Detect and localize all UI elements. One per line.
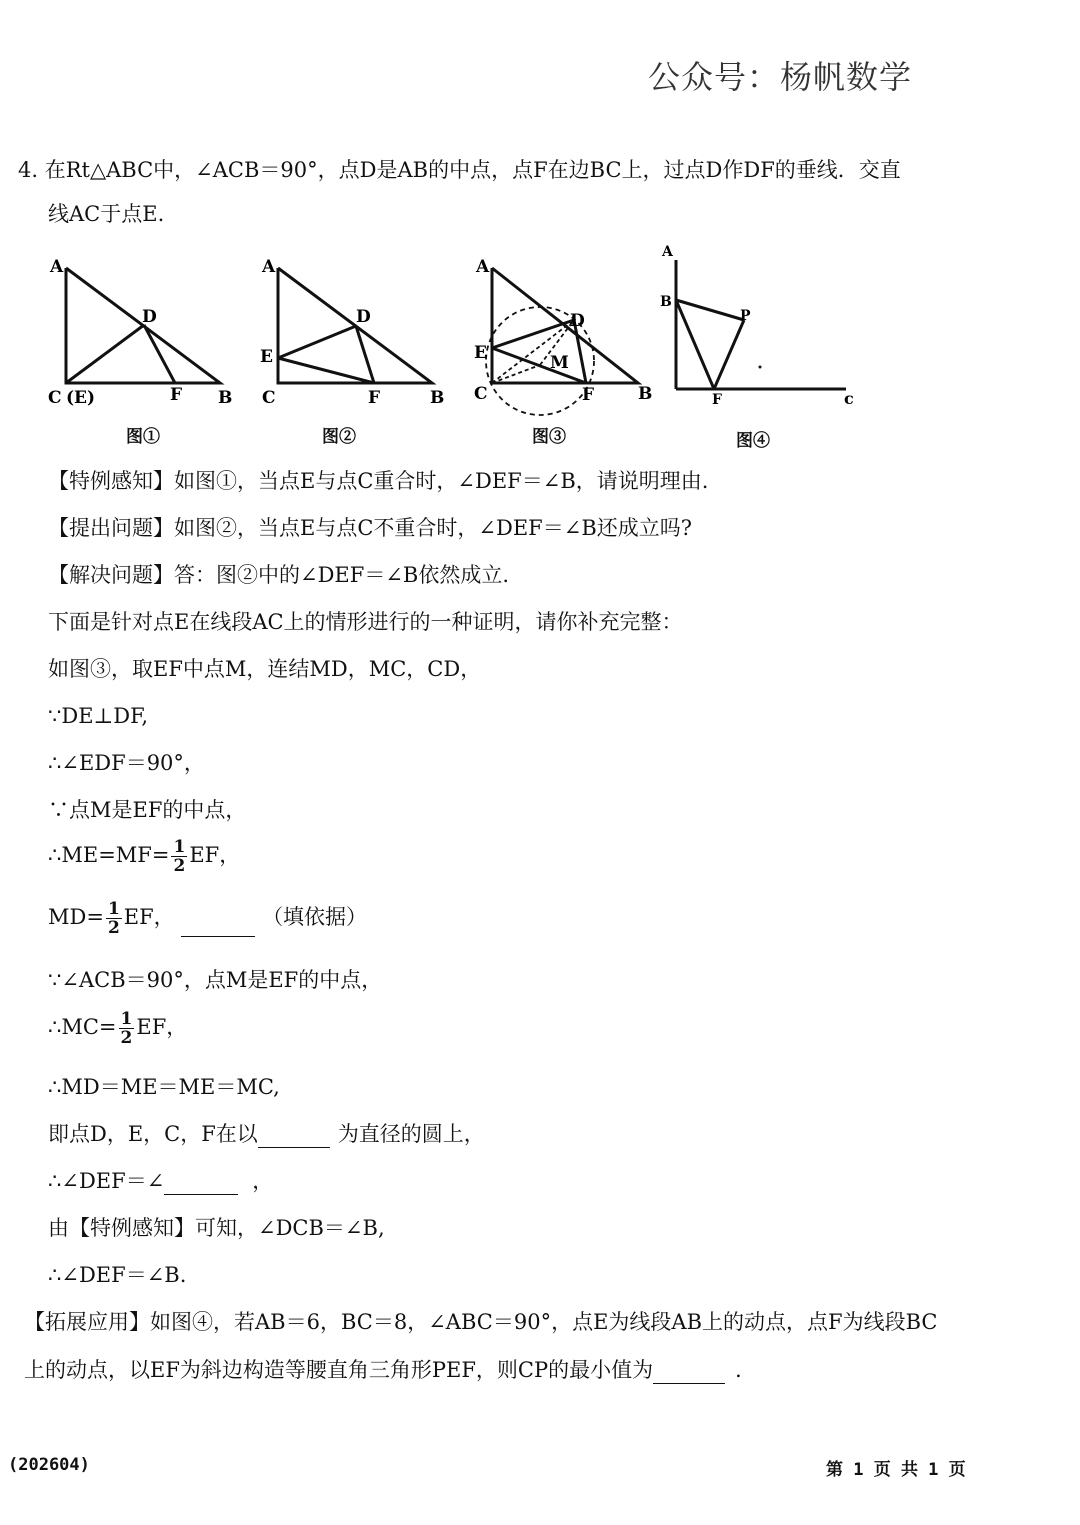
figure-1-diagram [40,250,240,410]
blank-basis[interactable] [181,914,255,937]
figure-3-diagram [466,250,666,420]
body-line-angle-edf: ∴∠EDF＝90°， [48,751,205,775]
figure-1-caption: 图① [126,427,160,447]
body-line-md [48,900,367,937]
fig1-label-C: C [48,388,62,408]
blank-angle[interactable] [164,1172,238,1195]
fig4-label-P: P [740,308,751,324]
fig2-label-A: A [262,257,276,277]
figure-2 [252,250,452,447]
figure-2-caption: 图② [322,427,356,447]
body-line-conclusion: ∴∠DEF＝∠B. [48,1263,187,1287]
body-line-because-perp: ∵DE⊥DF, [48,704,149,728]
body-line-special-recall: 由【特例感知】可知，∠DCB＝∠B, [48,1216,385,1240]
fraction-half: $\frac{1}{2}$ [120,1009,133,1048]
md-prefix: MD= [48,905,104,929]
figure-3-caption: 图③ [532,427,566,447]
fig3-label-D: D [570,311,585,331]
fig3-label-M: M [550,353,569,373]
figure-4-diagram [650,240,870,410]
body-line-circle: 即点D，E，C，F在以 为直径的圆上， [48,1122,485,1146]
body-line-m-midpoint: ∵点M是EF的中点， [48,798,247,822]
fig4-label-C: c [844,389,854,408]
me-mf-suffix: EF， [189,843,241,867]
extension-line-2: 上的动点，以EF为斜边构造等腰直角三角形PEF，则CP的最小值为 ． [24,1358,757,1382]
fig2-label-D: D [356,307,371,327]
question-line-2: 线AC于点E. [48,202,165,226]
fraction-half: $\frac{1}{2}$ [107,899,120,938]
body-line-answer: 【解决问题】答：图②中的∠DEF＝∠B依然成立. [48,563,510,587]
fraction-half: $\frac{1}{2}$ [173,837,186,876]
body-line-special-case: 【特例感知】如图①，当点E与点C重合时，∠DEF＝∠B，请说明理由. [48,469,709,493]
extension-line-1: 【拓展应用】如图④，若AB＝6，BC＝8，∠ABC＝90°，点E为线段AB上的动点，点F为线段BC [24,1310,938,1334]
blank-diameter[interactable] [258,1125,330,1148]
figure-4 [650,240,870,451]
fig3-label-B: B [638,384,653,404]
blank-cp-min[interactable] [653,1361,725,1384]
fig4-label-F: F [712,392,722,408]
figure-2-diagram [252,250,452,410]
watermark: 公众号：杨帆数学 [648,58,913,96]
fig1-label-B: B [218,388,233,408]
figure-4-caption: 图④ [736,431,770,451]
body-line-me-mf [48,838,240,875]
body-line-acb-midpoint: ∵∠ACB＝90°，点M是EF的中点， [48,968,383,992]
footer-page-number: 第 1 页 共 1 页 [826,1460,966,1480]
body-line-proof-intro: 下面是针对点E在线段AC上的情形进行的一种证明，请你补充完整： [48,610,683,634]
fig1-label-F: F [170,385,183,405]
md-suffix: EF， [123,905,175,929]
me-mf-prefix: ∴ME=MF= [48,843,170,867]
mc-prefix: ∴MC= [48,1015,117,1039]
fig1-label-D: D [142,307,157,327]
fig3-label-F: F [582,385,595,405]
fig2-label-B: B [430,388,445,408]
md-basis-hint: （填依据） [262,905,368,929]
body-line-construction: 如图③，取EF中点M，连结MD，MC，CD， [48,657,482,681]
fig1-label-E: (E) [66,388,96,408]
question-line-1: 4. 在Rt△ABC中，∠ACB＝90°，点D是AB的中点，点F在边BC上，过点D作DF的垂线．交直 [18,158,901,182]
fig3-label-E: E [474,343,487,363]
fig2-label-F: F [368,388,381,408]
figure-1 [40,250,240,447]
fig3-label-A: A [476,257,490,277]
fig4-label-B: B [660,294,672,310]
body-line-angle-def: ∴∠DEF＝∠ ， [48,1169,274,1193]
fig2-label-E: E [260,347,273,367]
footer-code: (202604) [8,1455,90,1475]
figure-3 [466,250,666,447]
body-line-equal-segments: ∴MD＝ME＝ME＝MC, [48,1075,280,1099]
fig3-label-C: C [474,384,488,404]
body-line-question: 【提出问题】如图②，当点E与点C不重合时，∠DEF＝∠B还成立吗? [48,516,693,540]
fig4-label-A: A [662,244,673,260]
fig1-label-A: A [50,257,64,277]
body-line-mc [48,1010,187,1047]
mc-suffix: EF， [136,1015,188,1039]
fig2-label-C: C [262,388,276,408]
